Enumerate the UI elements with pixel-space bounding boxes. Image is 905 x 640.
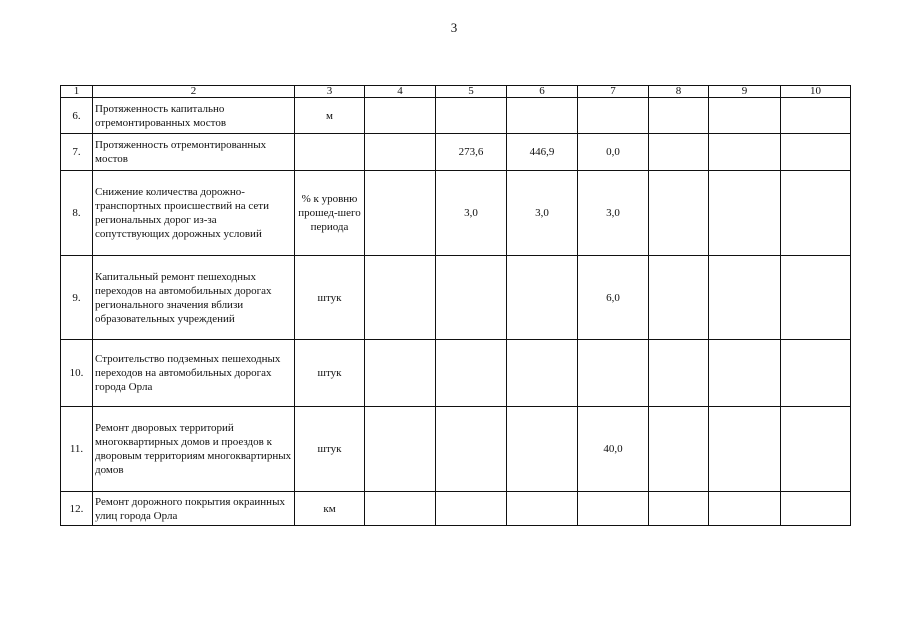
value-cell: 3,0 (578, 171, 649, 256)
indicator-name: Снижение количества дорожно-транспортных происшествий на сети региональных дорог из-за сопутствующих дорожных условий (93, 171, 295, 256)
table-row (61, 492, 851, 526)
value-cell (507, 340, 578, 407)
value-cell (365, 340, 436, 407)
value-cell (649, 134, 709, 171)
value-cell (365, 98, 436, 134)
value-cell (709, 407, 781, 492)
column-header: 3 (295, 86, 365, 98)
value-cell: 273,6 (436, 134, 507, 171)
value-cell (578, 492, 649, 526)
value-cell (781, 407, 851, 492)
value-cell (709, 340, 781, 407)
table-row (61, 407, 851, 492)
value-cell (507, 98, 578, 134)
column-header: 1 (61, 86, 93, 98)
value-cell (781, 340, 851, 407)
value-cell (365, 134, 436, 171)
value-cell (436, 256, 507, 340)
row-number: 11. (61, 407, 93, 492)
unit-cell: м (295, 98, 365, 134)
value-cell (649, 492, 709, 526)
value-cell (709, 134, 781, 171)
value-cell (649, 98, 709, 134)
value-cell (365, 256, 436, 340)
indicator-name: Капитальный ремонт пешеходных переходов на автомобильных дорогах регионального значения вблизи образовательных учреждений (93, 256, 295, 340)
value-cell (365, 492, 436, 526)
value-cell (365, 407, 436, 492)
value-cell: 6,0 (578, 256, 649, 340)
value-cell (709, 98, 781, 134)
table-row (61, 340, 851, 407)
column-header: 6 (507, 86, 578, 98)
indicator-name: Ремонт дорожного покрытия окраинных улиц города Орла (93, 492, 295, 526)
indicator-name: Протяженность отремонтированных мостов (93, 134, 295, 171)
indicator-name: Ремонт дворовых территорий многоквартирных домов и проездов к дворовым территориям многоквартирных домов (93, 407, 295, 492)
value-cell: 3,0 (507, 171, 578, 256)
value-cell: 0,0 (578, 134, 649, 171)
table-row (61, 256, 851, 340)
value-cell (709, 256, 781, 340)
row-number: 10. (61, 340, 93, 407)
value-cell (781, 492, 851, 526)
column-header: 8 (649, 86, 709, 98)
column-header: 7 (578, 86, 649, 98)
value-cell (781, 171, 851, 256)
value-cell: 446,9 (507, 134, 578, 171)
value-cell (436, 407, 507, 492)
row-number: 9. (61, 256, 93, 340)
indicator-name: Протяженность капитально отремонтированных мостов (93, 98, 295, 134)
column-header: 4 (365, 86, 436, 98)
value-cell (365, 171, 436, 256)
row-number: 8. (61, 171, 93, 256)
column-header: 5 (436, 86, 507, 98)
value-cell (507, 407, 578, 492)
page-number: 3 (450, 20, 458, 35)
indicator-name: Строительство подземных пешеходных переходов на автомобильных дорогах города Орла (93, 340, 295, 407)
value-cell (649, 256, 709, 340)
value-cell: 40,0 (578, 407, 649, 492)
column-header: 2 (93, 86, 295, 98)
unit-cell: штук (295, 340, 365, 407)
unit-cell: штук (295, 256, 365, 340)
column-header: 9 (709, 86, 781, 98)
value-cell (436, 340, 507, 407)
value-cell (436, 98, 507, 134)
row-number: 12. (61, 492, 93, 526)
value-cell: 3,0 (436, 171, 507, 256)
indicators-table (60, 85, 851, 526)
value-cell (709, 492, 781, 526)
value-cell (578, 340, 649, 407)
value-cell (649, 171, 709, 256)
row-number: 6. (61, 98, 93, 134)
value-cell (649, 340, 709, 407)
value-cell (578, 98, 649, 134)
unit-cell: штук (295, 407, 365, 492)
value-cell (709, 171, 781, 256)
table-row (61, 98, 851, 134)
value-cell (781, 98, 851, 134)
table-header-row (61, 86, 851, 98)
value-cell (781, 256, 851, 340)
value-cell (507, 492, 578, 526)
table-row (61, 171, 851, 256)
value-cell (507, 256, 578, 340)
unit-cell (295, 134, 365, 171)
row-number: 7. (61, 134, 93, 171)
value-cell (649, 407, 709, 492)
value-cell (436, 492, 507, 526)
table-row (61, 134, 851, 171)
column-header: 10 (781, 86, 851, 98)
unit-cell: % к уровню прошед-шего периода (295, 171, 365, 256)
value-cell (781, 134, 851, 171)
unit-cell: км (295, 492, 365, 526)
